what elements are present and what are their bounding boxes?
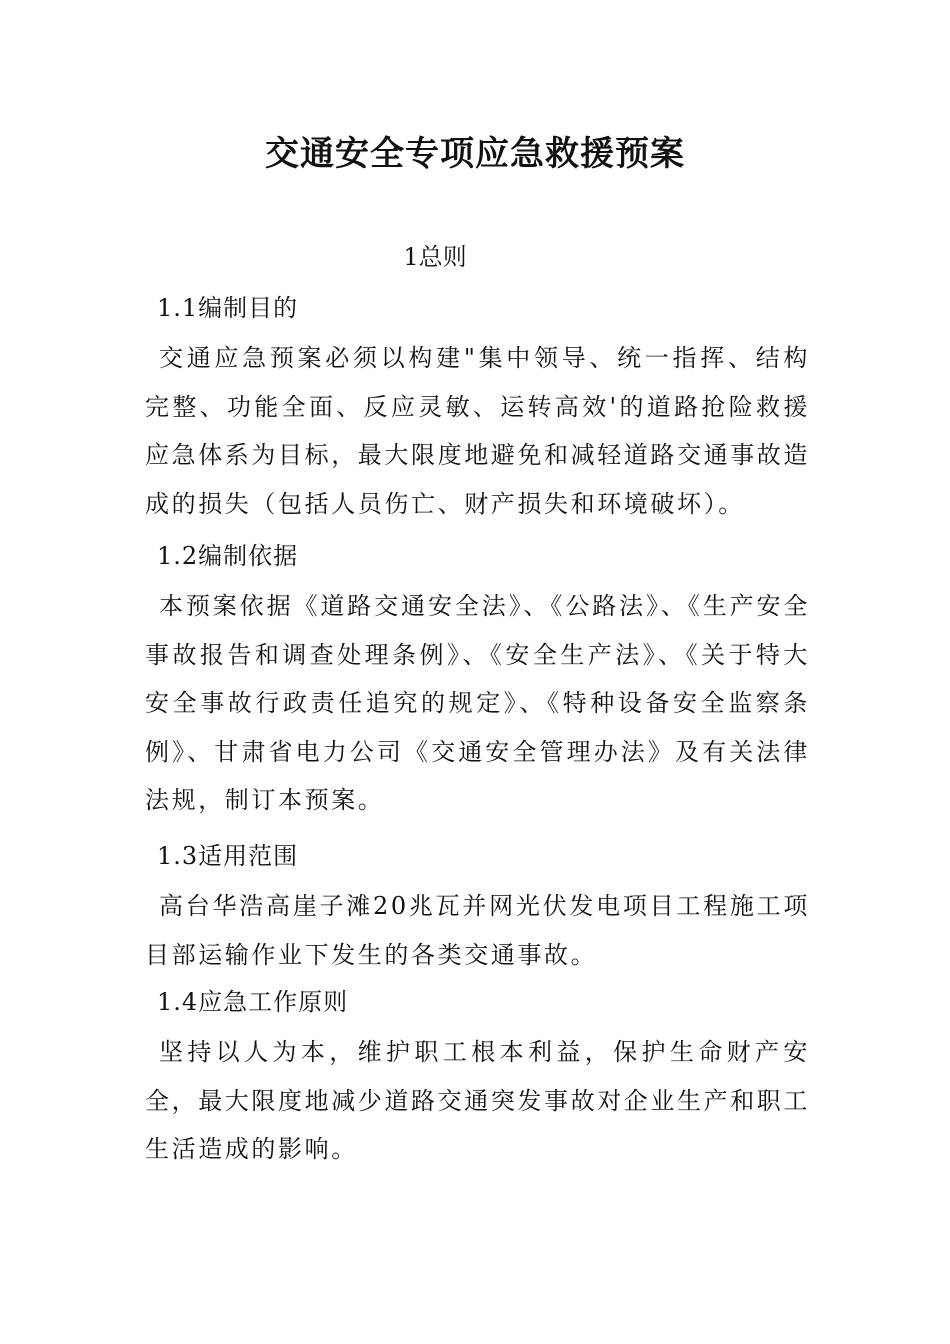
section-heading-1-2: 1.2编制依据 bbox=[157, 542, 299, 570]
section-paragraph-1-1: 交通应急预案必须以构建"集中领导、统一指挥、结构完整、功能全面、反应灵敏、运转高效'的道路抢险救援应急体系为目标，最大限度地避免和减轻道路交通事故造成的损失（包括人员伤亡、财产损失和环境破坏）。 bbox=[145, 344, 810, 518]
section-heading-1-4: 1.4应急工作原则 bbox=[157, 988, 349, 1016]
chapter-heading: 1总则 bbox=[403, 243, 467, 271]
document-title: 交通安全专项应急救援预案 bbox=[265, 134, 685, 174]
section-heading-1-1: 1.1编制目的 bbox=[157, 294, 299, 322]
section-paragraph-1-4: 坚持以人为本，维护职工根本利益，保护生命财产安全，最大限度地减少道路交通突发事故对企业生产和职工生活造成的影响。 bbox=[145, 1038, 810, 1163]
section-heading-1-3: 1.3适用范围 bbox=[157, 842, 299, 870]
section-paragraph-1-3: 高台华浩高崖子滩20兆瓦并网光伏发电项目工程施工项目部运输作业下发生的各类交通事故。 bbox=[145, 892, 810, 969]
section-paragraph-1-2: 本预案依据《道路交通安全法》、《公路法》、《生产安全事故报告和调查处理条例》、《安全生产法》、《关于特大安全事故行政责任追究的规定》、《特种设备安全监察条例》、甘肃省电力公司《交通安全管理办法》及有关法律法规，制订本预案。 bbox=[145, 592, 810, 814]
